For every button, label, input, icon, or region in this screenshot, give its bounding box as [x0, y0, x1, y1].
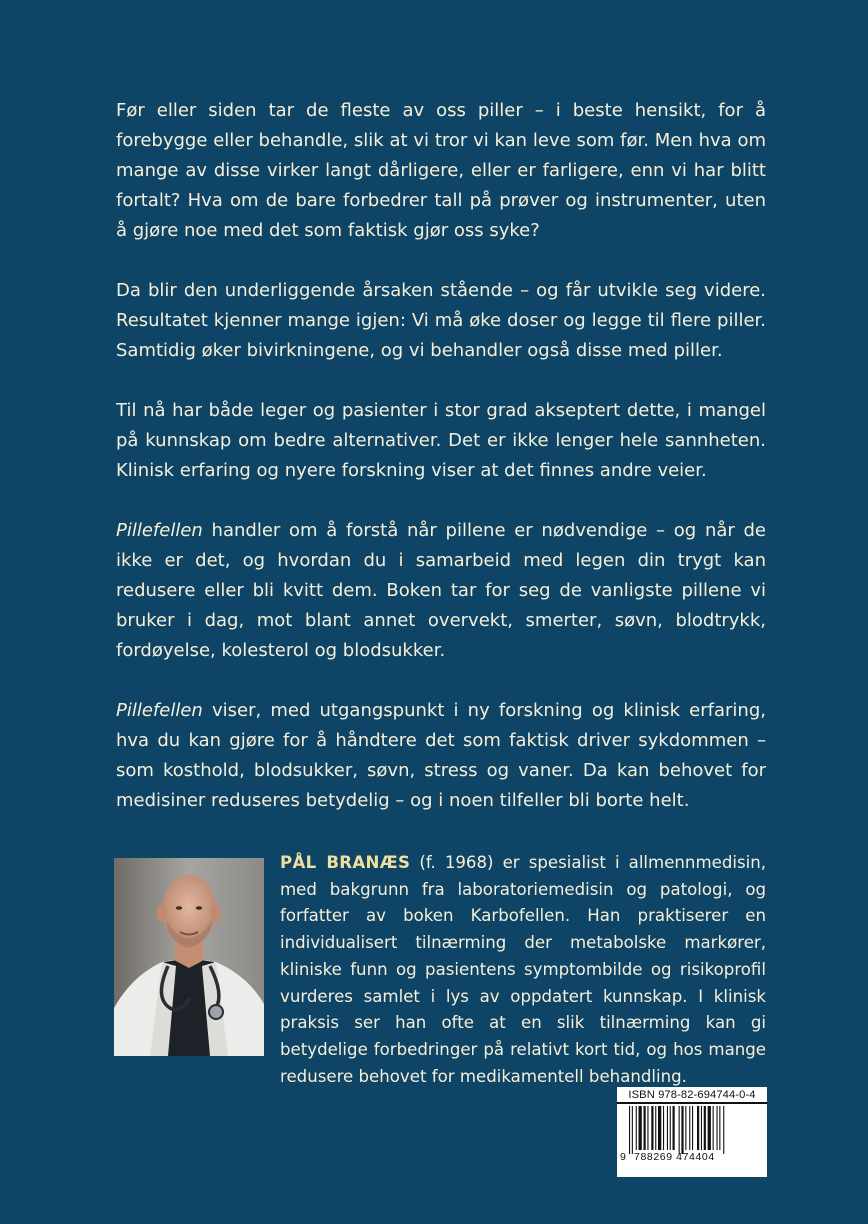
barcode-bar: [723, 1106, 724, 1154]
isbn-barcode: [617, 1087, 767, 1177]
barcode-bar: [717, 1106, 718, 1150]
barcode-bar: [658, 1106, 661, 1150]
blurb-paragraph-4: [116, 516, 766, 666]
blurb-paragraph-5-text: viser, med utgangspunkt i ny forskning og klinisk erfaring, hva du kan gjøre for å håndtere det som faktisk driver sykdommen – som kosthold, blodsukker, søvn, stress og vaner. Da kan behovet for medisiner reduseres betydelig – og i noen tilfeller bli borte helt.: [116, 700, 766, 811]
barcode-bar: [713, 1106, 714, 1150]
back-cover-blurb: [116, 96, 766, 846]
barcode-bar: [685, 1106, 686, 1150]
book-title-italic: Pillefellen: [116, 700, 203, 721]
book-title-italic: Pillefellen: [116, 520, 203, 541]
blurb-paragraph-5: [116, 696, 766, 816]
barcode-digits: 788269 474404: [634, 1151, 715, 1163]
barcode-bar: [663, 1106, 664, 1150]
barcode-bar: [708, 1106, 711, 1150]
barcode-bar: [632, 1106, 633, 1154]
barcode-bar: [670, 1106, 671, 1150]
barcode-bars: [617, 1104, 767, 1154]
barcode-bar: [692, 1106, 693, 1150]
barcode-bar: [644, 1106, 646, 1150]
blurb-paragraph-4-text: handler om å forstå når pillene er nødvendige – og når de ikke er det, og hvordan du i samarbeid med legen din trygt kan redusere eller bli kvitt dem. Boken tar for seg de vanligste pillene vi bruker i dag, mot blant annet overvekt, smerter, søvn, blodtrykk, fordøyelse, kolesterol og blodsukker.: [116, 520, 766, 661]
barcode-bar: [701, 1106, 702, 1150]
blurb-paragraph-2: Da blir den underliggende årsaken stående – og får utvikle seg videre. Resultatet kjenner mange igjen: Vi må øke doser og legge til flere piller. Samtidig øker bivirkningene, og vi behandler også disse med piller.: [116, 280, 766, 361]
barcode-bar: [651, 1106, 653, 1150]
barcode-bar: [679, 1106, 680, 1154]
barcode-bar: [704, 1106, 706, 1150]
barcode-bar: [636, 1106, 637, 1150]
barcode-bar: [689, 1106, 690, 1150]
author-bio: [280, 850, 766, 1090]
barcode-bar: [629, 1106, 630, 1154]
author-photo: [114, 858, 264, 1056]
barcode-bar: [673, 1106, 675, 1150]
blurb-paragraph-3: Til nå har både leger og pasienter i stor grad akseptert dette, i mangel på kunnskap om bedre alternativer. Det er ikke lenger hele sannheten. Klinisk erfaring og nyere forskning viser at det finnes andre veier.: [116, 400, 766, 481]
barcode-bar: [655, 1106, 656, 1150]
blurb-paragraph-1: Før eller siden tar de fleste av oss piller – i beste hensikt, for å forebygge eller behandle, slik at vi tror vi kan leve som før. Men hva om mange av disse virker langt dårligere, eller er farligere, enn vi har blitt fortalt? Hva om de bare forbedrer tall på prøver og instrumenter, uten å gjøre noe med det som faktisk gjør oss syke?: [116, 100, 766, 241]
barcode-bar: [681, 1106, 683, 1154]
author-portrait-illustration: [114, 858, 264, 1056]
barcode-bar: [647, 1106, 648, 1150]
barcode-bar: [719, 1106, 720, 1150]
barcode-bar: [697, 1106, 699, 1150]
author-name: PÅL BRANÆS: [280, 853, 411, 872]
author-bio-text: (f. 1968) er spesialist i allmennmedisin, med bakgrunn fra laboratoriemedisin og patologi, og forfatter av boken Karbofellen. Han praktiserer en individualisert tilnærming der metabolske markører, kliniske funn og pasientens symptombilde og risikoprofil vurderes samlet i lys av oppdatert kunnskap. I klinisk praksis ser han ofte at en slik tilnærming kan gi betydelige forbedringer på relativt kort tid, og hos mange redusere behovet for medikamentell behandling.: [280, 853, 767, 1086]
barcode-bar: [639, 1106, 642, 1150]
barcode-lead-digit: 9: [620, 1151, 626, 1163]
isbn-label: ISBN 978-82-694744-0-4: [617, 1087, 767, 1104]
barcode-bar: [667, 1106, 668, 1150]
